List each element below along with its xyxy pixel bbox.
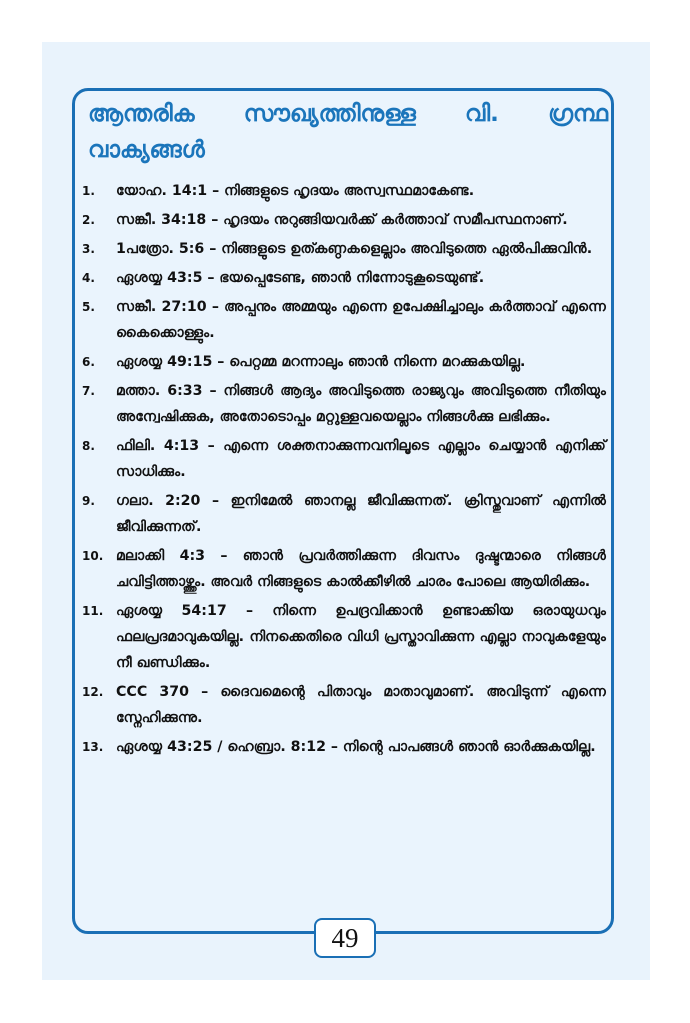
item-number: 7. [82,384,95,398]
page-number: 49 [314,918,376,958]
item-number: 5. [82,300,95,314]
item-text: മത്താ. 6:33 – നിങ്ങൾ ആദ്യം അവിടുത്തെ രാജ്യവും അവിടുത്തെ നീതിയും അന്വേഷിക്കുക, അതോടൊപ്പം മറ്റുള്ളവയെല്ലാം നിങ്ങൾക്കു ലഭിക്കും. [116,383,606,425]
item-text: CCC 370 – ദൈവമെന്റെ പിതാവും മാതാവുമാണ്. അവിടുന്ന് എന്നെ സ്നേഹിക്കുന്നു. [116,684,606,726]
item-text: ഏശയ്യ 43:5 – ഭയപ്പെടേണ്ട, ഞാൻ നിന്നോടുകൂടെയുണ്ട്. [116,270,485,286]
list-item [82,543,606,595]
list-item [82,378,606,430]
list-item [82,294,606,346]
list-item [82,734,606,760]
item-number: 13. [82,740,104,754]
item-number: 4. [82,271,95,285]
page-title: ആന്തരിക സൗഖ്യത്തിനുള്ള വി. ഗ്രന്ഥ വാക്യങ്ങൾ [88,101,608,163]
item-number: 1. [82,184,95,198]
list-item [82,207,606,233]
item-number: 3. [82,242,95,256]
item-number: 2. [82,213,95,227]
list-item [82,265,606,291]
item-number: 9. [82,494,95,508]
item-text: യോഹ. 14:1 – നിങ്ങളുടെ ഹൃദയം അസ്വസ്ഥമാകേണ്ട. [116,183,475,199]
list-item [82,598,606,676]
item-number: 8. [82,439,95,453]
item-text: ഗലാ. 2:20 – ഇനിമേൽ ഞാനല്ല ജീവിക്കുന്നത്. ക്രിസ്തുവാണ് എന്നിൽ ജീവിക്കുന്നത്. [116,493,606,535]
item-number: 10. [82,549,104,563]
item-number: 6. [82,355,95,369]
item-text: സങ്കീ. 34:18 – ഹൃദയം നുറുങ്ങിയവർക്ക് കർത്താവ് സമീപസ്ഥനാണ്. [116,212,568,228]
verse-list [82,178,606,763]
item-number: 12. [82,685,104,699]
item-text: ഫിലി. 4:13 – എന്നെ ശക്തനാക്കുന്നവനിലൂടെ എല്ലാം ചെയ്യാൻ എനിക്ക് സാധിക്കും. [116,438,606,480]
item-text: ഏശയ്യ 43:25 / ഹെബ്രാ. 8:12 – നിന്റെ പാപങ്ങൾ ഞാൻ ഓർക്കുകയില്ല. [116,739,596,755]
item-text: ഏശയ്യ 54:17 – നിന്നെ ഉപദ്രവിക്കാൻ ഉണ്ടാക്കിയ ഒരായുധവും ഫലപ്രദമാവുകയില്ല. നിനക്കെതിരെ വിധി പ്രസ്താവിക്കുന്ന എല്ലാ നാവുകളേയും നീ ഖണ്ഡിക്കും. [116,603,606,671]
list-item [82,236,606,262]
item-text: സങ്കീ. 27:10 – അപ്പനും അമ്മയും എന്നെ ഉപേക്ഷിച്ചാലും കർത്താവ് എന്നെ കൈക്കൊള്ളും. [116,299,606,341]
list-item [82,178,606,204]
item-text: മലാക്കി 4:3 – ഞാൻ പ്രവർത്തിക്കുന്ന ദിവസം ദുഷ്ടന്മാരെ നിങ്ങൾ ചവിട്ടിത്താഴ്ത്തും. അവർ നിങ്ങളുടെ കാൽക്കീഴിൽ ചാരം പോലെ ആയിരിക്കും. [116,548,606,590]
list-item [82,433,606,485]
list-item [82,488,606,540]
list-item [82,679,606,731]
item-number: 11. [82,604,104,618]
item-text: ഏശയ്യ 49:15 – പെറ്റമ്മ മറന്നാലും ഞാൻ നിന്നെ മറക്കുകയില്ല. [116,354,526,370]
item-text: 1പത്രോ. 5:6 – നിങ്ങളുടെ ഉത്കണ്ഠകളെല്ലാം അവിടുത്തെ ഏൽപിക്കുവിൻ. [116,241,593,257]
list-item [82,349,606,375]
